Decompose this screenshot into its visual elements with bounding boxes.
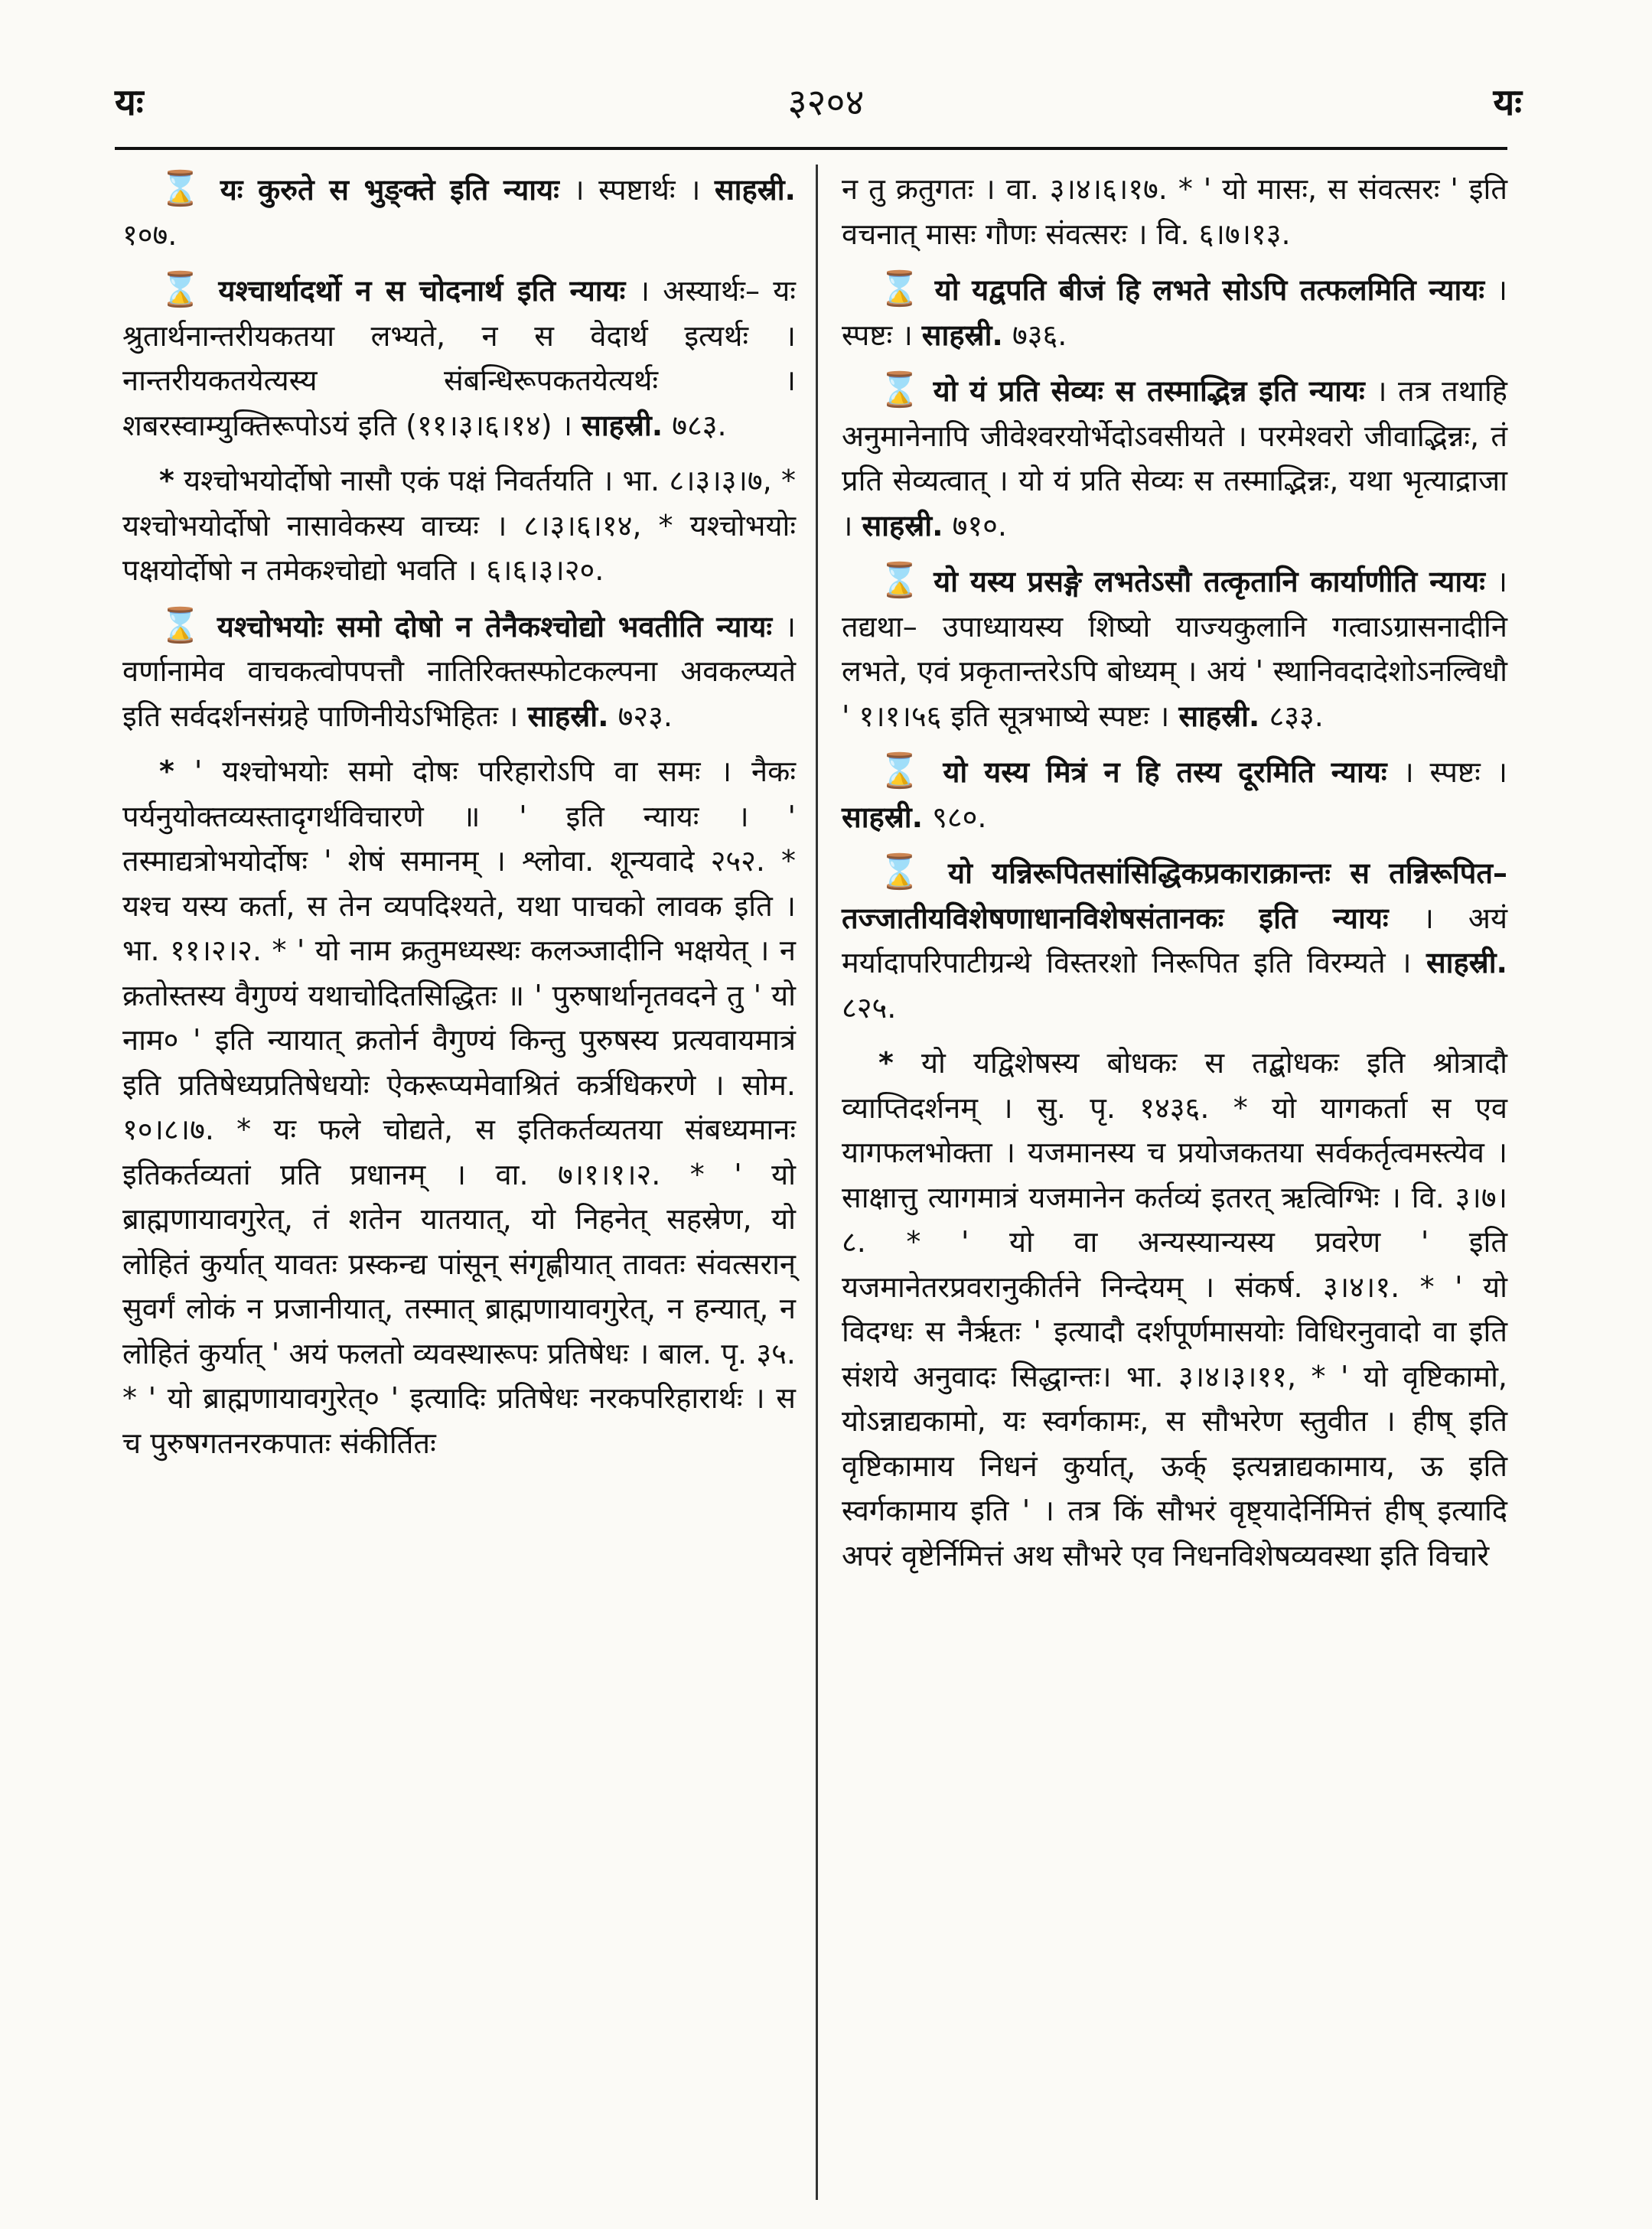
maxim-heading: यश्चार्थादर्थो न स चोदनार्थ इति न्यायः xyxy=(218,274,626,308)
asterisk-icon: * xyxy=(159,464,174,497)
entry-paragraph xyxy=(842,850,1507,1030)
entry-text: । तद्यथा– उपाध्यायस्य शिष्यो याज्यकुलानि गत्वाऽग्रासनादीनि लभते, एवं प्रकृतान्तरेऽपि बोध्यम् । अयं ' स्थानिवदादेशोऽनल्विधौ ' १।१।५६ इति सूत्रभाष्ये स्पष्टः । xyxy=(842,565,1507,733)
entry-paragraph xyxy=(122,749,796,1465)
entry-paragraph xyxy=(842,167,1507,256)
entry-mark-icon: ⌛ xyxy=(878,561,923,600)
maxim-heading: यो यं प्रति सेव्यः स तस्माद्भिन्न इति न्यायः xyxy=(933,374,1365,408)
entry-paragraph xyxy=(842,749,1507,839)
source-reference: ७२३. xyxy=(608,699,673,733)
entry-text: ' यश्चोभयोः समो दोषः परिहारोऽपि वा समः । नैकः पर्यनुयोक्तव्यस्तादृगर्थविचारणे ॥ ' इति न्यायः । ' तस्माद्यत्रोभयोर्दोषः ' शेषं समानम् । श्लोवा. शून्यवादे २५२. * यश्च यस्य कर्ता, स तेन व्यपदिश्यते, यथा पाचको लावक इति । भा. ११।२।२. * ' यो नाम क्रतुमध्यस्थः कलञ्जादीनि भक्षयेत् । न क्रतोस्तस्य वैगुण्यं यथाचोदितसिद्धितः ॥ ' पुरुषार्थानृतवदने तु ' यो नाम० ' इति न्यायात् क्रतोर्न वैगुण्यं किन्तु पुरुषस्य प्रत्यवायमात्रं इति प्रतिषेध्यप्रतिषेधयोः ऐकरूप्यमेवाश्रितं कर्त्रधिकरणे । सोम. १०।८।७. * यः फले चोद्यते, स इतिकर्तव्यतया संबध्यमानः इतिकर्तव्यतां प्रति प्रधानम् । वा. ७।१।१।२. * ' यो ब्राह्मणायावगुरेत्, तं शतेन यातयात्, यो निहनेत् सहस्रेण, यो लोहितं कुर्यात् यावतः प्रस्कन्द्य पांसून् संगृह्णीयात् तावतः संवत्सरान् सुवर्गं लोकं न प्रजानीयात्, तस्मात् ब्राह्मणायावगुरेत्, न हन्यात्, न लोहितं कुर्यात् ' अयं फलतो व्यवस्थारूपः प्रतिषेधः । बाल. पृ. ३५. * ' यो ब्राह्मणायावगुरेत्० ' इत्यादिः प्रतिषेधः नरकपरिहारार्थः । स च पुरुषगतनरकपातः संकीर्तितः xyxy=(122,754,796,1460)
source-reference: ८३३. xyxy=(1259,699,1324,733)
entry-mark-icon: ⌛ xyxy=(878,370,923,409)
maxim-heading: यो यन्निरूपितसांसिद्धिकप्रकाराक्रान्तः स तन्निरूपित–तज्जातीयविशेषणाधानविशेषसंतानकः इति न्यायः xyxy=(842,856,1507,935)
entry-text: । स्पष्टः । xyxy=(842,273,1507,352)
entry-text: यश्चोभयोर्दोषो नासौ एकं पक्षं निवर्तयति । भा. ८।३।३।७, * यश्चोभयोर्दोषो नासावेकस्य वाच्यः । ८।३।६।१४, * यश्चोभयोः पक्षयोर्दोषो न तमेकश्चोद्यो भवति । ६।६।३।२०. xyxy=(122,464,796,587)
entry-mark-icon: ⌛ xyxy=(878,269,924,308)
maxim-heading: यो यस्य मित्रं न हि तस्य दूरमिति न्यायः xyxy=(943,755,1387,789)
column-divider xyxy=(816,165,818,2200)
source-label: साहस्री. xyxy=(527,699,609,733)
source-reference: ७८३. xyxy=(663,408,727,442)
entry-paragraph xyxy=(842,368,1507,548)
entry-paragraph xyxy=(122,458,796,593)
entry-paragraph xyxy=(122,268,796,448)
asterisk-icon: * xyxy=(878,1046,894,1080)
entry-paragraph xyxy=(122,167,796,257)
source-reference: ७१०. xyxy=(943,508,1007,543)
entry-mark-icon: ⌛ xyxy=(159,270,206,309)
source-reference: ९८०. xyxy=(923,800,987,834)
entry-paragraph xyxy=(842,1041,1507,1578)
source-label: साहस्री. xyxy=(582,408,663,442)
source-label: साहस्री. xyxy=(842,800,924,834)
header-right-word: यः xyxy=(1493,81,1522,124)
source-reference: ७३६. xyxy=(1002,318,1067,352)
right-column xyxy=(842,167,1507,1589)
page-number: ३२०४ xyxy=(787,81,865,124)
entry-text: न तु क्रतुगतः । वा. ३।४।६।१७. * ' यो मासः, स संवत्सरः ' इति वचनात् मासः गौणः संवत्सरः । वि. ६।७।१३. xyxy=(842,172,1507,251)
entry-mark-icon: ⌛ xyxy=(878,751,927,790)
header-rule xyxy=(115,147,1507,150)
source-label: साहस्री. xyxy=(862,508,943,543)
asterisk-icon: * xyxy=(159,754,174,788)
entry-mark-icon: ⌛ xyxy=(159,169,207,208)
maxim-heading: यः कुरुते स भुङ्क्ते इति न्यायः xyxy=(220,173,559,207)
entry-text: यो यद्विशेषस्य बोधकः स तद्बोधकः इति श्रोत्रादौ व्याप्तिदर्शनम् । सु. पृ. १४३६. * यो यागकर्ता स एव यागफलभोक्ता । यजमानस्य च प्रयोजकतया सर्वकर्तृत्वमस्त्येव । साक्षात्तु त्यागमात्रं यजमानेन कर्तव्यं इतरत् ऋत्विग्भिः । वि. ३।७।८. * ' यो वा अन्यस्यान्यस्य प्रवरेण ' इति यजमानेतरप्रवरानुकीर्तने निन्देयम् । संकर्ष. ३।४।१. * ' यो विदग्धः स नैर्ऋतः ' इत्यादौ दर्शपूर्णमासयोः विधिरनुवादो वा इति संशये अनुवादः सिद्धान्तः। भा. ३।४।३।११, * ' यो वृष्टिकामो, योऽन्नाद्यकामो, यः स्वर्गकामः, स सौभरेण स्तुवीत । हीष् इति वृष्टिकामाय निधनं कुर्यात्, ऊर्क् इत्यन्नाद्यकामाय, ऊ इति स्वर्गकामाय इति ' । तत्र किं सौभरं वृष्ट्यादेर्निमित्तं हीष् इत्यादि अपरं वृष्टेर्निमित्तं अथ सौभरे एव निधनविशेषव्यवस्था इति विचारे xyxy=(842,1046,1507,1572)
entry-text: । स्पष्टः । xyxy=(1386,755,1507,789)
entry-text: । तत्र तथाहि अनुमानेनापि जीवेश्वरयोर्भेदोऽवसीयते । परमेश्वरो जीवाद्भिन्नः, तं प्रति सेव्यत्वात् । यो यं प्रति सेव्यः स तस्माद्भिन्नः, यथा भृत्याद्राजा । xyxy=(842,374,1507,543)
maxim-heading: यश्चोभयोः समो दोषो न तेनैकश्चोद्यो भवतीति न्यायः xyxy=(217,609,773,644)
source-reference: १०७. xyxy=(122,217,178,252)
left-column xyxy=(122,167,796,1476)
maxim-heading: यो यस्य प्रसङ्गे लभतेऽसौ तत्कृतानि कार्याणीति न्यायः xyxy=(934,565,1485,598)
entry-mark-icon: ⌛ xyxy=(878,852,930,891)
entry-paragraph xyxy=(122,604,796,739)
entry-paragraph xyxy=(842,267,1507,357)
header-left-word: यः xyxy=(115,81,144,124)
entry-paragraph xyxy=(842,559,1507,738)
source-reference: ८२५. xyxy=(842,990,897,1025)
entry-text: । स्पष्टार्थः । xyxy=(559,173,715,207)
entry-mark-icon: ⌛ xyxy=(159,605,205,645)
source-label: साहस्री. xyxy=(1426,946,1507,979)
entry-text: । अयं मर्यादापरिपाटीग्रन्थे विस्तरशो निरूपित इति विरम्यते । xyxy=(842,901,1507,979)
entry-text: । अस्यार्थः– यः श्रुतार्थनान्तरीयकतया लभ्यते, न स वेदार्थ इत्यर्थः । नान्तरीयकतयेत्यस्य संबन्धिरूपकतयेत्यर्थः । शबरस्वाम्युक्तिरूपोऽयं इति (११।३।६।१४) । xyxy=(122,274,796,442)
source-label: साहस्री. xyxy=(921,318,1003,352)
entry-text: । वर्णानामेव वाचकत्वोपपत्तौ नातिरिक्तस्फोटकल्पना अवकल्प्यते इति सर्वदर्शनसंग्रहे पाणिनीयेऽभिहितः । xyxy=(122,609,796,733)
source-label: साहस्री. xyxy=(1178,699,1260,733)
maxim-heading: यो यद्वपति बीजं हि लभते सोऽपि तत्फलमिति न्यायः xyxy=(934,273,1485,307)
source-label: साहस्री. xyxy=(714,173,796,207)
